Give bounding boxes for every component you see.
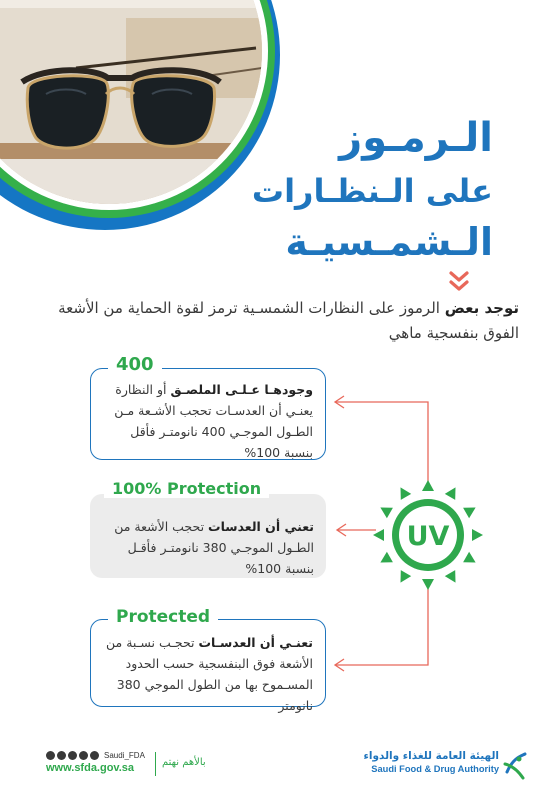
card-protected-text: تحجـب نسـبة من الأشعة فوق البنفسجية حسب الحدود المسـموح بها من الطول الموجي 380 نانومتر xyxy=(106,635,313,713)
slogan: بالأهم نهتم xyxy=(162,757,206,768)
card-protected xyxy=(90,619,326,713)
authority-name-english: Saudi Food & Drug Authority xyxy=(371,764,499,774)
title-line-1: الـرمـوز xyxy=(339,115,493,161)
card-400 xyxy=(90,368,326,460)
card-100-protection-heading: 100% Protection xyxy=(104,479,269,498)
intro-bold: توجد بعض xyxy=(444,299,519,317)
card-protected-heading: Protected xyxy=(108,607,218,627)
card-100-protection-text: تحجب الأشعة من الطـول الموجـي 380 نانومتـر فأقـل بنسبة 100% xyxy=(114,519,314,576)
card-400-text: أو النظارة يعنـي أن العدسـات تحجب الأشـعة مـن الطـول الموجـي 400 نانومتـر فأقل بنسبة 100% xyxy=(114,382,313,460)
footer xyxy=(0,740,543,800)
twitter-icon[interactable] xyxy=(79,751,88,760)
intro-paragraph xyxy=(39,296,519,346)
sunglasses-photo xyxy=(0,0,262,204)
card-100-protection xyxy=(90,494,326,578)
hero-photo-circle xyxy=(0,0,280,230)
youtube-icon[interactable] xyxy=(68,751,77,760)
footer-divider xyxy=(155,752,156,776)
card-400-bold: وجودهـا عـلـى الملصـق xyxy=(170,382,313,397)
facebook-icon[interactable] xyxy=(90,751,99,760)
intro-text: الرموز على النظارات الشمسـية ترمز لقوة الحماية من الأشعة الفوق بنفسجية ماهي xyxy=(58,299,519,342)
card-400-heading: 400 xyxy=(108,354,162,375)
social-links xyxy=(46,751,145,760)
authority-name-arabic: الهيئة العامة للغذاء والدواء xyxy=(363,750,499,762)
instagram-icon[interactable] xyxy=(57,751,66,760)
social-handle[interactable]: Saudi_FDA xyxy=(104,751,145,760)
title-line-3: الـشمـسيـة xyxy=(285,220,493,264)
double-chevron-down-icon xyxy=(448,270,470,294)
uv-sun-icon xyxy=(368,475,488,595)
snapchat-icon[interactable] xyxy=(46,751,55,760)
website-link[interactable]: www.sfda.gov.sa xyxy=(46,762,135,774)
uv-label: UV xyxy=(406,521,450,552)
sfda-logo-icon xyxy=(503,750,529,780)
title-line-2: على الـنظـارات xyxy=(251,172,493,210)
card-100-protection-bold: تعني أن العدسات xyxy=(208,519,314,534)
card-protected-bold: تعنـي أن العدسـات xyxy=(198,635,313,650)
